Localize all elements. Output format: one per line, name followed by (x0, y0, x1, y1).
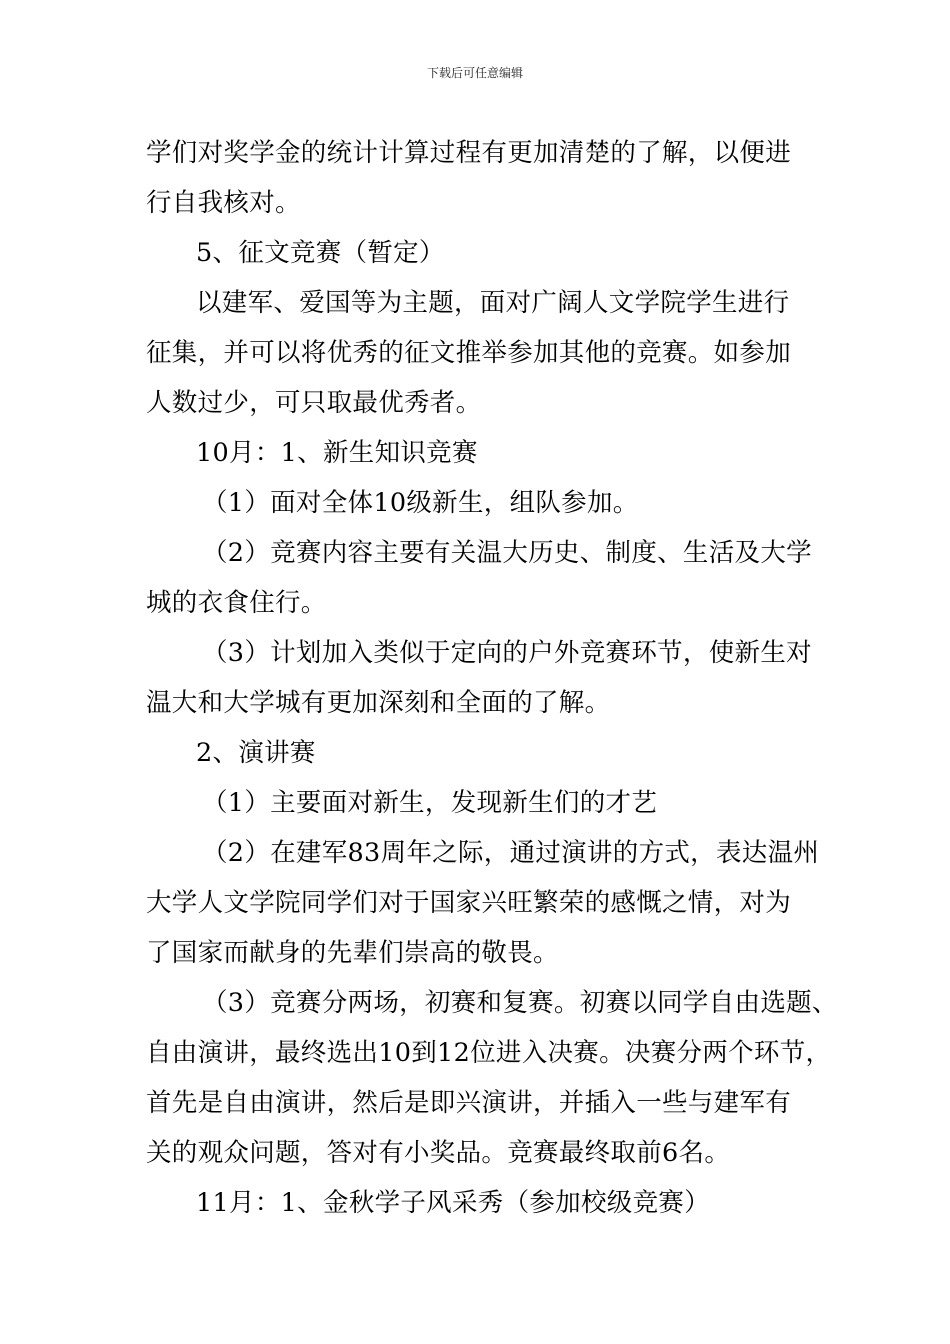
text-line: 自由演讲，最终选出10到12位进入决赛。决赛分两个环节， (146, 1038, 832, 1068)
list-item: （3）竞赛分两场，初赛和复赛。初赛以同学自由选题、 (202, 988, 838, 1018)
text-line: 城的衣食住行。 (146, 588, 327, 618)
text-line: 关的观众问题，答对有小奖品。竞赛最终取前6名。 (146, 1138, 731, 1168)
page-header: 下载后可任意编辑 (426, 66, 523, 80)
text-line: 温大和大学城有更加深刻和全面的了解。 (146, 688, 611, 718)
section-heading: 11月：1、金秋学子风采秀（参加校级竞赛） (196, 1188, 710, 1218)
list-item: （3）计划加入类似于定向的户外竞赛环节，使新生对 (202, 638, 812, 668)
list-item: （2）在建军83周年之际，通过演讲的方式，表达温州 (202, 838, 820, 868)
text-line: 首先是自由演讲，然后是即兴演讲，并插入一些与建军有 (146, 1088, 792, 1118)
text-line: 人数过少，可只取最优秀者。 (146, 388, 482, 418)
text-line: 行自我核对。 (146, 188, 301, 218)
section-heading: 10月：1、新生知识竞赛 (196, 438, 478, 468)
text-line: 大学人文学院同学们对于国家兴旺繁荣的感慨之情，对为 (146, 888, 792, 918)
text-line: 学们对奖学金的统计计算过程有更加清楚的了解，以便进 (146, 138, 792, 168)
document-body (146, 128, 838, 1228)
text-line: 征集，并可以将优秀的征文推举参加其他的竞赛。如参加 (146, 338, 792, 368)
list-item: （2）竞赛内容主要有关温大历史、制度、生活及大学 (202, 538, 812, 568)
list-item: （1）主要面对新生，发现新生们的才艺 (202, 788, 658, 818)
section-heading: 5、征文竞赛（暂定） (196, 238, 445, 268)
list-item: （1）面对全体10级新生，组队参加。 (202, 488, 639, 518)
text-line: 了国家而献身的先辈们崇高的敬畏。 (146, 938, 559, 968)
text-line: 以建军、爱国等为主题，面对广阔人文学院学生进行 (196, 288, 790, 318)
section-heading: 2、演讲赛 (196, 738, 316, 768)
